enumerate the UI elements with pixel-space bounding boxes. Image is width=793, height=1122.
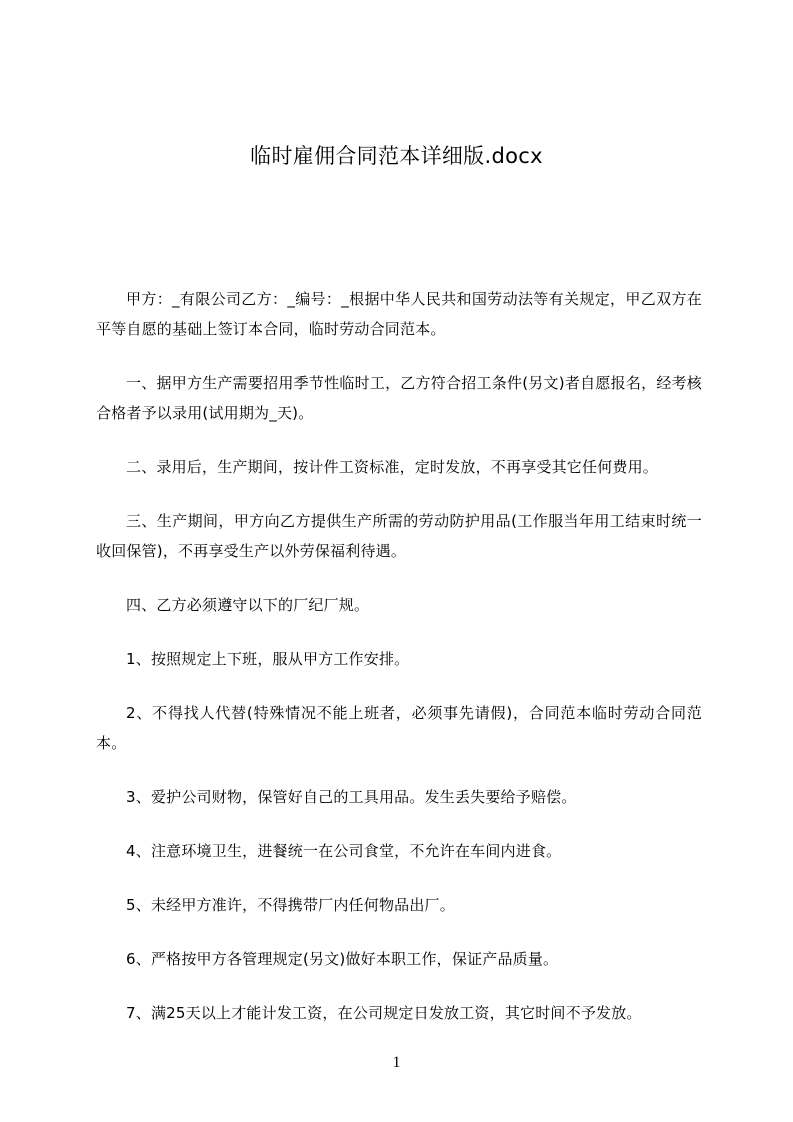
- paragraph-clause-2: 二、录用后，生产期间，按计件工资标准，定时发放，不再享受其它任何费用。: [126, 458, 659, 476]
- paragraph-clause-1: 一、据甲方生产需要招用季节性临时工，乙方符合招工条件(另文)者自愿报名，经考核合格者予以录用(试用期为_天)。: [96, 374, 702, 422]
- paragraph-rule-6: 6、严格按甲方各管理规定(另文)做好本职工作，保证产品质量。: [126, 950, 559, 968]
- paragraph-rule-2: 2、不得找人代替(特殊情况不能上班者，必须事先请假)，合同范本临时劳动合同范本。: [96, 704, 702, 752]
- paragraph-clause-3: 三、生产期间，甲方向乙方提供生产所需的劳动防护用品(工作服当年用工结束时统一收回保管)，不再享受生产以外劳保福利待遇。: [96, 512, 702, 560]
- paragraph-clause-4: 四、乙方必须遵守以下的厂纪厂规。: [126, 596, 370, 614]
- document-title: 临时雇佣合同范本详细版.docx: [250, 144, 543, 168]
- page-number: 1: [392, 1054, 401, 1071]
- paragraph-rule-5: 5、未经甲方准许，不得携带厂内任何物品出厂。: [126, 896, 455, 914]
- paragraph-parties: 甲方：_有限公司乙方：_编号：_根据中华人民共和国劳动法等有关规定，甲乙双方在平等自愿的基础上签订本合同，临时劳动合同范本。: [96, 290, 702, 338]
- document-body: [96, 284, 702, 1052]
- paragraph-rule-7: 7、满25天以上才能计发工资，在公司规定日发放工资，其它时间不予发放。: [126, 1004, 642, 1022]
- paragraph-rule-1: 1、按照规定上下班，服从甲方工作安排。: [126, 650, 410, 668]
- paragraph-rule-4: 4、注意环境卫生，进餐统一在公司食堂，不允许在车间内进食。: [126, 842, 562, 860]
- paragraph-rule-3: 3、爱护公司财物，保管好自己的工具用品。发生丢失要给予赔偿。: [126, 788, 577, 806]
